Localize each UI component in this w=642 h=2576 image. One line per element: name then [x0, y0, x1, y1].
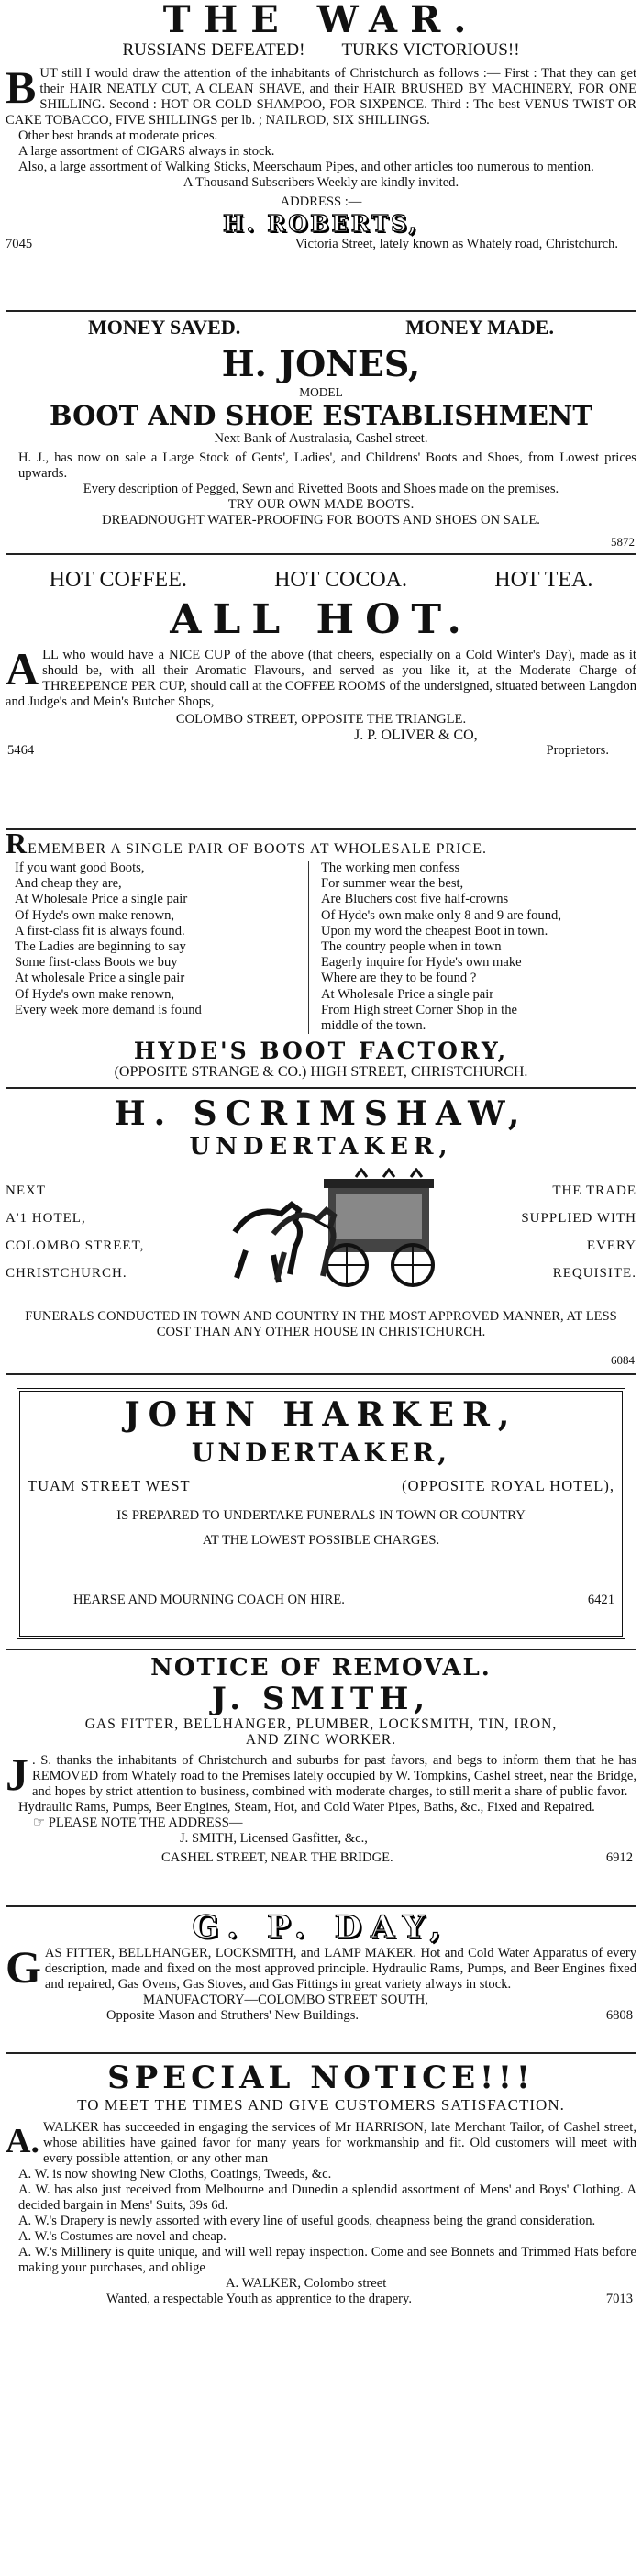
smith-trades2: AND ZINC WORKER. [245, 1732, 397, 1748]
jones-p2: Every description of Pegged, Sewn and Rivetted Boots and Shoes made on the premises. [83, 481, 559, 496]
hot-row [6, 568, 636, 593]
jones-name: H. JONES, [221, 343, 421, 384]
hyde-poem [6, 857, 636, 1034]
war-title: THE WAR. [162, 0, 480, 41]
walker-sub: TO MEET THE TIMES AND GIVE CUSTOMERS SATISFACTION. [77, 2096, 565, 2114]
ad-roberts [6, 0, 636, 312]
scrimshaw-left-line: A'1 HOTEL, [6, 1211, 86, 1226]
poem-line: middle of the town. [320, 1018, 426, 1034]
war-sub-left: RUSSIANS DEFEATED! [122, 40, 305, 60]
ad-number: 6808 [605, 2008, 633, 2023]
jones-p4: DREADNOUGHT WATER-PROOFING FOR BOOTS AND SHOES ON SALE. [102, 512, 540, 527]
jones-title: BOOT AND SHOE ESTABLISHMENT [50, 399, 592, 431]
walker-wanted: Wanted, a respectable Youth as apprentice to the drapery. [106, 2292, 413, 2306]
walker-b6: A. W.'s Millinery is quite unique, and will well repay inspection. Come and see Bonnets and Trimmed Hats before making your purchases, and oblige [18, 2245, 636, 2275]
smith-signature: J. SMITH, Licensed Gasfitter, &c., [180, 1831, 368, 1846]
jones-top-left: MONEY SAVED. [88, 316, 241, 339]
hyde-headline: REMEMBER A SINGLE PAIR OF BOOTS AT WHOLESALE PRICE. [6, 836, 636, 857]
smith-note: PLEASE NOTE THE ADDRESS— [48, 1815, 243, 1830]
roberts-address: Victoria Street, lately known as Whately road, Christchurch. [294, 237, 618, 251]
harker-opposite: (OPPOSITE ROYAL HOTEL), [402, 1477, 614, 1494]
poem-line: Every week more demand is found [15, 1002, 202, 1017]
war-line: A large assortment of CIGARS always in stock. [18, 144, 275, 159]
war-body: BUT still I would draw the attention of the inhabitants of Christchurch as follows :— First : That they can get their HAIR NEATLY CUT, A CLEAN SHAVE, and their HAIR BRUSHED BY MACHINERY, FOR ONE SHILLING. Second : HOT OR COLD SHAMPOO, FOR SIXPENCE. Third : The best VENUS TWIST OR CAKE TOBACCO, FIVE SHILLINGS per lb. ; NAILROD, SIX SHILLINGS. [6, 61, 636, 128]
poem-line: At Wholesale Price a single pair [15, 892, 188, 907]
ad-number: 7013 [605, 2292, 633, 2306]
ad-jones [6, 312, 636, 555]
jones-p1: H. J., has now on sale a Large Stock of Gents', Ladies', and Childrens' Boots and Shoes, from Lowest prices upwards. [18, 450, 636, 481]
hyde-title: HYDE'S BOOT FACTORY, [133, 1038, 509, 1065]
walker-body: A. WALKER has succeeded in engaging the services of Mr HARRISON, late Merchant Tailor, of Cashel street, whose abilities have gained favor for many years for workmanship and fit. Old customers will meet with every possible attention, or any other man [6, 2120, 636, 2166]
ad-number: 6421 [587, 1593, 614, 1607]
poem-line: Of Hyde's own make renown, [15, 907, 175, 923]
ad-number: 7045 [6, 237, 33, 251]
scrimshaw-left-line: COLOMBO STREET, [6, 1238, 145, 1253]
scrimshaw-right-line: SUPPLIED WITH [521, 1211, 636, 1226]
jones-model: MODEL [299, 385, 343, 399]
smith-trades: GAS FITTER, BELLHANGER, PLUMBER, LOCKSMITH, TIN, IRON, [84, 1716, 558, 1732]
address-label: ADDRESS :— [280, 194, 362, 209]
walker-b5: A. W.'s Costumes are novel and cheap. [18, 2229, 227, 2244]
scrimshaw-left [6, 1177, 144, 1287]
walker-title: SPECIAL NOTICE!!! [107, 2060, 535, 2096]
roberts-name: H. ROBERTS, [222, 210, 420, 237]
poem-left-column [15, 861, 296, 1034]
drop-cap: B [6, 61, 37, 113]
hyde-address: (OPPOSITE STRANGE & CO.) HIGH STREET, CHRISTCHURCH. [114, 1064, 528, 1081]
poem-line: The working men confess [320, 861, 460, 875]
hot-tea: HOT TEA. [494, 568, 593, 592]
jones-location: Next Bank of Australasia, Cashel street. [214, 430, 428, 446]
harker-line2: AT THE LOWEST POSSIBLE CHARGES. [202, 1533, 440, 1548]
oliver-proprietors: Proprietors. [546, 743, 609, 758]
poem-line: Eagerly inquire for Hyde's own make [320, 955, 522, 971]
smith-body2: Hydraulic Rams, Pumps, Beer Engines, Steam, Hot, and Cold Water Pipes, Baths, &c., Fixed and Repaired. [18, 1800, 595, 1815]
poem-line: Are Bluchers cost five half-crowns [320, 892, 509, 907]
harker-line1: IS PREPARED TO UNDERTAKE FUNERALS IN TOWN OR COUNTRY [116, 1508, 526, 1523]
poem-line: If you want good Boots, [15, 861, 145, 875]
oliver-street: COLOMBO STREET, OPPOSITE THE TRIANGLE. [175, 712, 467, 727]
smith-street: CASHEL STREET, NEAR THE BRIDGE. [161, 1850, 393, 1865]
drop-cap: G [6, 1941, 41, 1993]
drop-cap: R [6, 830, 28, 860]
war-subtitle [6, 40, 636, 61]
poem-line: A first-class fit is always found. [15, 923, 185, 938]
scrimshaw-right-line: EVERY [586, 1238, 636, 1253]
ad-walker [6, 2054, 636, 2353]
smith-name: J. SMITH, [211, 1681, 431, 1717]
scrimshaw-middle [6, 1168, 636, 1296]
drop-cap: J [6, 1749, 28, 1800]
ad-harker [6, 1375, 636, 1649]
scrimshaw-trade: UNDERTAKER, [189, 1133, 453, 1160]
poem-line: And cheap they are, [15, 876, 122, 892]
scrimshaw-right-line: REQUISITE. [552, 1266, 636, 1281]
harker-name: JOHN HARKER, [124, 1395, 518, 1434]
poem-line: At Wholesale Price a single pair [320, 986, 494, 1002]
ad-smith [6, 1649, 636, 1907]
scrimshaw-name: H. SCRIMSHAW, [114, 1094, 528, 1133]
poem-line: Where are they to be found ? [320, 971, 477, 986]
jones-top-right: MONEY MADE. [405, 316, 554, 339]
poem-right-column [321, 861, 627, 1034]
ad-number: 5464 [7, 743, 35, 758]
smith-body: J . S. thanks the inhabitants of Christchurch and suburbs for past favors, and begs to inform them that he has REMOVED from Whately road to the Premises lately occupied by W. Tompkins, Cashel street, near the Bridge, and hopes by strict attention to business, combined with moderate charges, to still merit a share of public favor. [6, 1749, 636, 1800]
ad-day [6, 1907, 636, 2054]
walker-b2: A. W. is now showing New Cloths, Coatings, Tweeds, &c. [18, 2167, 332, 2182]
poem-line: For summer wear the best, [320, 876, 464, 892]
ad-scrimshaw [6, 1089, 636, 1375]
harker-hearse: HEARSE AND MOURNING COACH ON HIRE. [73, 1593, 345, 1607]
jones-p3: TRY OUR OWN MADE BOOTS. [227, 496, 415, 512]
ad-number: 5872 [611, 535, 635, 549]
oliver-title: ALL HOT. [170, 596, 472, 643]
ad-oliver [6, 555, 636, 830]
poem-line: Of Hyde's own make renown, [15, 986, 175, 1002]
scrimshaw-right [521, 1177, 636, 1287]
scrimshaw-left-line: NEXT [6, 1183, 46, 1198]
poem-line: The country people when in town [320, 939, 502, 955]
hot-coffee: HOT COFFEE. [49, 568, 187, 592]
oliver-name: J. P. OLIVER & CO, [354, 727, 478, 743]
walker-b4: A. W.'s Drapery is newly assorted with every line of useful goods, cheapness being the grand consideration. [18, 2214, 596, 2228]
scrimshaw-left-line: CHRISTCHURCH. [6, 1266, 127, 1281]
war-line: Other best brands at moderate prices. [18, 128, 218, 143]
ad-number: 6084 [611, 1353, 635, 1367]
harker-trade: UNDERTAKER, [191, 1438, 451, 1468]
walker-signature: A. WALKER, Colombo street [226, 2276, 387, 2291]
harker-street: TUAM STREET WEST [28, 1477, 191, 1494]
drop-cap: A. [6, 2122, 39, 2160]
hearse-engraving [218, 1168, 448, 1296]
poem-line: At wholesale Price a single pair [15, 971, 185, 986]
scrimshaw-right-line: THE TRADE [552, 1183, 636, 1198]
day-body: GAS FITTER, BELLHANGER, LOCKSMITH, and LAMP MAKER. Hot and Cold Water Apparatus of every description, made and fixed on the most approved principle. Hydraulic Rams, Pumps, and Beer Engines fixed and repaired, Gas Ovens, Gas Stoves, and Gas Fittings in great variety always in stock. [6, 1941, 636, 1993]
poem-line: Upon my word the cheapest Boot in town. [320, 923, 548, 938]
walker-b3: A. W. has also just received from Melbourne and Dunedin a splendid assortment of Mens' and Boys' Clothing. A decided bargain in Mens' Suits, 39s 6d. [18, 2182, 636, 2213]
war-line: A Thousand Subscribers Weekly are kindly invited. [183, 175, 459, 190]
scrimshaw-body: FUNERALS CONDUCTED IN TOWN AND COUNTRY IN THE MOST APPROVED MANNER, AT LESS COST THAN ANY OTHER HOUSE IN CHRISTCHURCH. [25, 1309, 617, 1339]
poem-line: From High street Corner Shop in the [320, 1002, 518, 1017]
poem-line: Of Hyde's own make only 8 and 9 are found, [320, 907, 561, 923]
day-factory: MANUFACTORY—COLOMBO STREET SOUTH, [143, 1993, 428, 2007]
day-name: G. P. DAY, [192, 1909, 450, 1946]
jones-top [6, 316, 636, 339]
hot-cocoa: HOT COCOA. [274, 568, 407, 592]
poem-line: The Ladies are beginning to say [15, 939, 186, 955]
poem-line: Some first-class Boots we buy [15, 955, 178, 971]
smith-notice: NOTICE OF REMOVAL. [150, 1654, 492, 1682]
ad-hyde [6, 830, 636, 1089]
war-sub-right: TURKS VICTORIOUS!! [341, 40, 520, 60]
pointing-hand-icon: ☞ [33, 1815, 46, 1830]
ad-number: 6912 [605, 1850, 633, 1865]
day-opposite: Opposite Mason and Struthers' New Buildings. [106, 2008, 360, 2023]
war-line: Also, a large assortment of Walking Sticks, Meerschaum Pipes, and other articles too numerous to mention. [18, 160, 594, 174]
oliver-body: ALL who would have a NICE CUP of the above (that cheers, especially on a Cold Winter's Day), made as it should be, with all their Aromatic Flavours, and served as you like it, at the Moderate Charge of THREEPENCE PER CUP, should call at the COFFEE ROOMS of the undersigned, situated between Langdon and Judge's and Mein's Butcher Shops, [6, 643, 636, 709]
drop-cap: A [6, 643, 39, 694]
